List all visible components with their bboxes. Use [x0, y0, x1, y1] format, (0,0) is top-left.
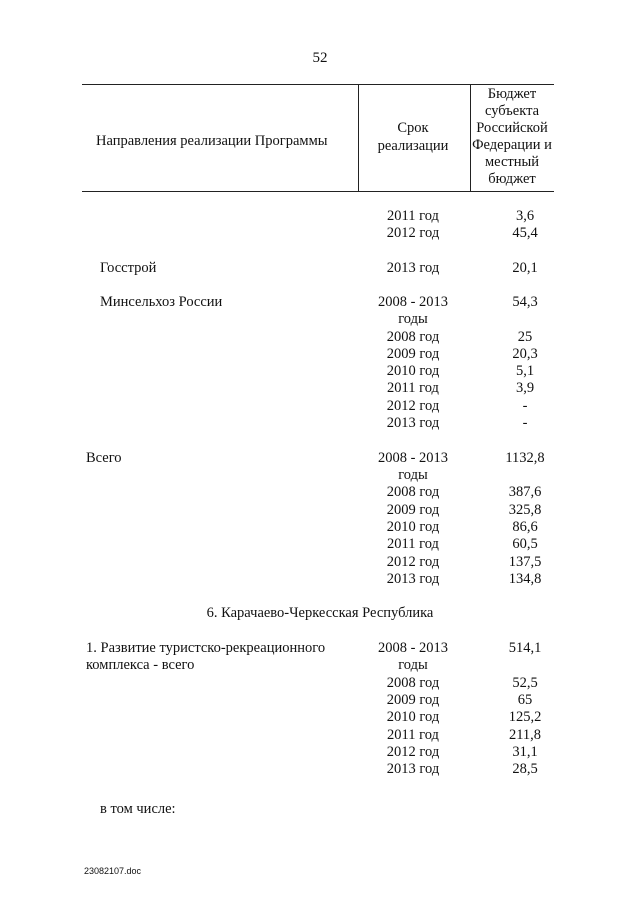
- row-value: 137,5: [508, 554, 542, 570]
- row-period: 2013 год: [386, 415, 440, 431]
- note-text: в том числе:: [100, 801, 176, 817]
- table-row: [0, 640, 640, 657]
- row-value: -: [522, 398, 528, 414]
- page-number: 52: [312, 50, 328, 66]
- row-label: Всего: [86, 450, 122, 466]
- row-period: 2011 год: [387, 380, 439, 396]
- table-row: [0, 744, 640, 761]
- row-value: 28,5: [512, 761, 538, 777]
- row-label: Минсельхоз России: [100, 294, 223, 310]
- row-value: 25: [517, 329, 533, 345]
- row-period: 2012 год: [386, 744, 440, 760]
- table-row: [0, 502, 640, 519]
- row-value: 211,8: [508, 727, 542, 743]
- row-period: 2010 год: [386, 709, 440, 725]
- table-row: [0, 225, 640, 242]
- table-row: [0, 657, 640, 674]
- row-value: 52,5: [512, 675, 538, 691]
- table-row: [0, 380, 640, 397]
- table-row: [0, 329, 640, 346]
- row-period: 2010 год: [386, 363, 440, 379]
- row-value: 3,9: [515, 380, 535, 396]
- row-period: 2011 год: [387, 536, 439, 552]
- table-row: [0, 260, 640, 277]
- table-row: [0, 727, 640, 744]
- header-budget: Бюджет субъекта Российской Федерации и местный бюджет: [472, 86, 552, 187]
- row-period: 2008 - 2013: [377, 450, 449, 466]
- table-row: [0, 398, 640, 415]
- row-value: 5,1: [515, 363, 535, 379]
- row-value: 514,1: [508, 640, 542, 656]
- row-period: 2013 год: [386, 761, 440, 777]
- row-value: 325,8: [508, 502, 542, 518]
- row-value: 20,3: [512, 346, 538, 362]
- table-row: [0, 311, 640, 328]
- section-title: 6. Карачаево-Черкесская Республика: [206, 605, 434, 621]
- header-term: Срок реализации: [377, 120, 449, 154]
- footer-filename: 23082107.doc: [84, 866, 142, 876]
- table-row: [0, 536, 640, 553]
- table-row: [0, 450, 640, 467]
- row-period: 2013 год: [386, 260, 440, 276]
- row-value: 45,4: [512, 225, 538, 241]
- row-period: 2011 год: [387, 208, 439, 224]
- table-row: [0, 208, 640, 225]
- table-row: [0, 346, 640, 363]
- table-row: [0, 415, 640, 432]
- row-period: годы: [398, 657, 428, 673]
- table-row: [0, 484, 640, 501]
- table-row: [0, 467, 640, 484]
- row-value: 54,3: [512, 294, 538, 310]
- row-period: годы: [398, 311, 428, 327]
- row-period: 2008 год: [386, 329, 440, 345]
- table-row: [0, 692, 640, 709]
- table-row: [0, 675, 640, 692]
- row-value: 3,6: [515, 208, 535, 224]
- row-label: 1. Развитие туристско-рекреационного: [86, 640, 326, 656]
- row-value: 60,5: [512, 536, 538, 552]
- row-value: 31,1: [512, 744, 538, 760]
- table-row: [0, 519, 640, 536]
- row-period: 2012 год: [386, 554, 440, 570]
- row-period: 2009 год: [386, 346, 440, 362]
- row-value: 65: [517, 692, 533, 708]
- row-label: комплекса - всего: [86, 657, 195, 673]
- table-row: [0, 571, 640, 588]
- row-label: Госстрой: [100, 260, 157, 276]
- row-value: -: [522, 415, 528, 431]
- row-value: 387,6: [508, 484, 542, 500]
- row-value: 1132,8: [505, 450, 545, 466]
- table-row: [0, 294, 640, 311]
- row-period: 2011 год: [387, 727, 439, 743]
- row-period: годы: [398, 467, 428, 483]
- row-value: 125,2: [508, 709, 542, 725]
- row-period: 2010 год: [386, 519, 440, 535]
- row-period: 2008 - 2013: [377, 640, 449, 656]
- table-header: [82, 84, 554, 192]
- row-period: 2008 год: [386, 675, 440, 691]
- row-value: 86,6: [512, 519, 538, 535]
- row-period: 2008 год: [386, 484, 440, 500]
- table-row: [0, 554, 640, 571]
- row-period: 2009 год: [386, 502, 440, 518]
- row-value: 20,1: [512, 260, 538, 276]
- table-row: [0, 709, 640, 726]
- row-period: 2009 год: [386, 692, 440, 708]
- row-period: 2013 год: [386, 571, 440, 587]
- row-period: 2008 - 2013: [377, 294, 449, 310]
- row-period: 2012 год: [386, 398, 440, 414]
- row-value: 134,8: [508, 571, 542, 587]
- header-direction: Направления реализации Программы: [96, 133, 328, 149]
- row-period: 2012 год: [386, 225, 440, 241]
- table-row: [0, 761, 640, 778]
- table-row: [0, 363, 640, 380]
